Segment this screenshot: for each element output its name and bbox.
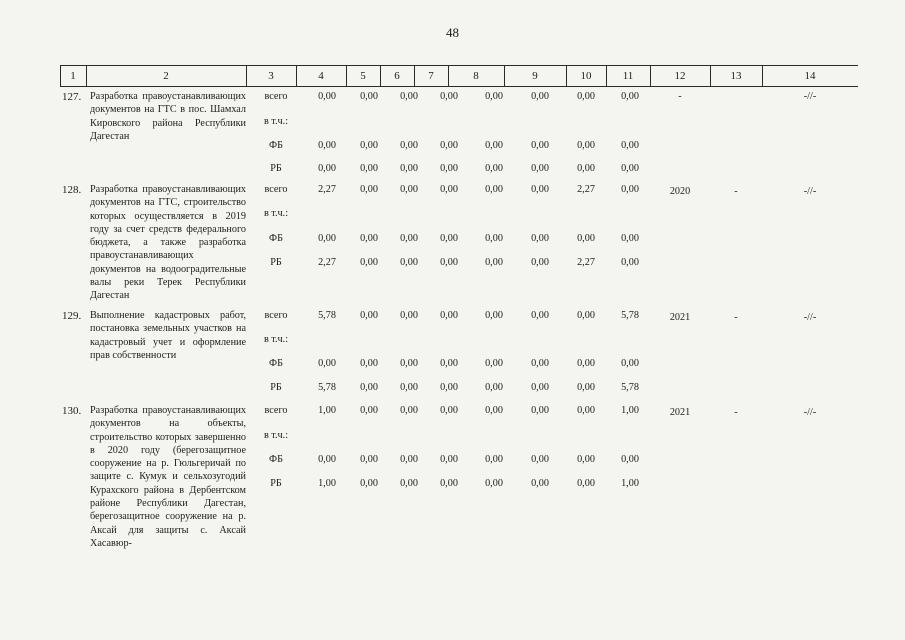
value-cell: 0,00 [531,405,549,416]
header-col-12: 12 [674,70,686,82]
value-cell: 0,00 [318,358,336,369]
value-cell: 0,00 [318,163,336,174]
value-cell: 0,00 [577,91,595,102]
value-cell: 0,00 [577,140,595,151]
value-cell: 0,00 [531,257,549,268]
value-cell: 0,00 [360,382,378,393]
col13-cell: - [734,312,738,323]
value-cell: 0,00 [400,382,418,393]
table-header-row [60,65,858,87]
value-cell: 0,00 [485,454,503,465]
value-cell: 2,27 [577,257,595,268]
value-cell: 0,00 [440,184,458,195]
label-incl: в т.ч.: [263,334,289,345]
label-fb: ФБ [269,233,283,244]
value-cell: 0,00 [531,478,549,489]
value-cell: 0,00 [400,91,418,102]
row-number: 129. [62,310,82,322]
value-cell: 0,00 [485,405,503,416]
value-cell: 0,00 [485,310,503,321]
row-number: 130. [62,405,82,417]
value-cell: 0,00 [360,405,378,416]
value-cell: 1,00 [318,478,336,489]
value-cell: 0,00 [577,478,595,489]
label-incl: в т.ч.: [263,208,289,219]
col14-cell: -//- [803,91,817,102]
header-col-14: 14 [804,70,816,82]
label-total: всего [264,310,288,321]
col12-cell: - [678,91,682,102]
label-rb: РБ [270,257,282,268]
label-fb: ФБ [269,358,283,369]
value-cell: 0,00 [577,163,595,174]
value-cell: 0,00 [531,310,549,321]
value-cell: 0,00 [485,233,503,244]
value-cell: 0,00 [485,382,503,393]
header-col-9: 9 [532,70,538,82]
value-cell: 0,00 [577,358,595,369]
col13-cell: - [734,407,738,418]
value-cell: 0,00 [440,140,458,151]
value-cell: 0,00 [440,163,458,174]
label-fb: ФБ [269,454,283,465]
value-cell: 1,00 [621,478,639,489]
value-cell: 0,00 [485,163,503,174]
value-cell: 0,00 [531,233,549,244]
label-rb: РБ [270,382,282,393]
value-cell: 0,00 [485,358,503,369]
value-cell: 0,00 [621,358,639,369]
row-number: 128. [62,184,82,196]
header-col-13: 13 [730,70,742,82]
header-col-2: 2 [163,70,169,82]
col14-cell: -//- [803,312,817,323]
label-total: всего [264,91,288,102]
value-cell: 0,00 [485,184,503,195]
value-cell: 0,00 [400,310,418,321]
value-cell: 0,00 [440,382,458,393]
value-cell: 0,00 [621,140,639,151]
header-col-11: 11 [622,70,634,82]
page-number: 48 [446,25,459,40]
col13-cell: - [734,186,738,197]
label-fb: ФБ [269,140,283,151]
value-cell: 0,00 [531,184,549,195]
row-description: Разработка правоустанавливающих документов на ГТС, строительство которых осуществляется в 2019 году за счет средств федерального бюджета, а также разработка правоустанавливающих документов на водооградительные валы реки Терек Республики Дагестан [90,184,246,302]
value-cell: 1,00 [621,405,639,416]
value-cell: 0,00 [360,140,378,151]
value-cell: 5,78 [318,310,336,321]
value-cell: 0,00 [485,257,503,268]
value-cell: 0,00 [440,91,458,102]
value-cell: 0,00 [400,184,418,195]
value-cell: 0,00 [400,358,418,369]
label-rb: РБ [270,478,282,489]
value-cell: 0,00 [400,233,418,244]
value-cell: 0,00 [318,140,336,151]
value-cell: 0,00 [360,478,378,489]
row-description: Разработка правоустанавливающих документов на объекты, строительство которых завершенно в 2020 году (берегозащитное сооружение на р. Гюльгеричай по защите с. Кумук и сельхозугодий Курахского района в Дербентском районе Республики Дагестан, берегозащитное сооружение на р. Аксай для защиты с. Аксай Хасавюр- [90,405,246,549]
col14-cell: -//- [803,407,817,418]
value-cell: 0,00 [360,310,378,321]
label-rb: РБ [270,163,282,174]
value-cell: 0,00 [440,358,458,369]
label-total: всего [264,184,288,195]
value-cell: 0,00 [621,184,639,195]
label-incl: в т.ч.: [263,430,289,441]
value-cell: 0,00 [577,382,595,393]
value-cell: 0,00 [400,478,418,489]
value-cell: 0,00 [440,233,458,244]
value-cell: 0,00 [360,163,378,174]
value-cell: 5,78 [621,382,639,393]
value-cell: 0,00 [577,454,595,465]
value-cell: 0,00 [360,233,378,244]
col12-cell: 2020 [669,186,691,197]
value-cell: 0,00 [577,310,595,321]
value-cell: 0,00 [318,233,336,244]
value-cell: 0,00 [577,405,595,416]
value-cell: 0,00 [400,140,418,151]
value-cell: 2,27 [577,184,595,195]
value-cell: 1,00 [318,405,336,416]
header-col-8: 8 [473,70,479,82]
header-col-1: 1 [70,70,76,82]
value-cell: 0,00 [485,478,503,489]
value-cell: 5,78 [621,310,639,321]
label-incl: в т.ч.: [263,116,289,127]
value-cell: 0,00 [531,358,549,369]
col12-cell: 2021 [669,312,691,323]
row-description: Разработка правоустанавливающих документов на ГТС в пос. Шамхал Кировского района Республики Дагестан [90,91,246,142]
value-cell: 5,78 [318,382,336,393]
label-total: всего [264,405,288,416]
value-cell: 0,00 [531,140,549,151]
value-cell: 0,00 [440,257,458,268]
value-cell: 2,27 [318,184,336,195]
row-description: Выполнение кадастровых работ, постановка земельных участков на кадастровый учет и оформление прав собственности [90,310,246,361]
header-col-10: 10 [580,70,592,82]
header-col-6: 6 [394,70,400,82]
value-cell: 0,00 [360,358,378,369]
value-cell: 0,00 [531,454,549,465]
value-cell: 0,00 [360,257,378,268]
row-number: 127. [62,91,82,103]
value-cell: 0,00 [531,163,549,174]
value-cell: 0,00 [318,454,336,465]
value-cell: 0,00 [440,478,458,489]
header-col-5: 5 [360,70,366,82]
header-col-7: 7 [428,70,434,82]
value-cell: 0,00 [440,405,458,416]
col14-cell: -//- [803,186,817,197]
value-cell: 0,00 [400,257,418,268]
value-cell: 0,00 [485,140,503,151]
value-cell: 0,00 [360,184,378,195]
value-cell: 0,00 [577,233,595,244]
value-cell: 2,27 [318,257,336,268]
value-cell: 0,00 [621,163,639,174]
col12-cell: 2021 [669,407,691,418]
value-cell: 0,00 [485,91,503,102]
value-cell: 0,00 [360,91,378,102]
value-cell: 0,00 [440,310,458,321]
value-cell: 0,00 [400,163,418,174]
value-cell: 0,00 [621,257,639,268]
value-cell: 0,00 [621,233,639,244]
value-cell: 0,00 [400,454,418,465]
header-col-3: 3 [268,70,274,82]
value-cell: 0,00 [621,91,639,102]
value-cell: 0,00 [440,454,458,465]
value-cell: 0,00 [531,91,549,102]
header-col-4: 4 [318,70,324,82]
value-cell: 0,00 [621,454,639,465]
value-cell: 0,00 [531,382,549,393]
value-cell: 0,00 [318,91,336,102]
value-cell: 0,00 [360,454,378,465]
value-cell: 0,00 [400,405,418,416]
